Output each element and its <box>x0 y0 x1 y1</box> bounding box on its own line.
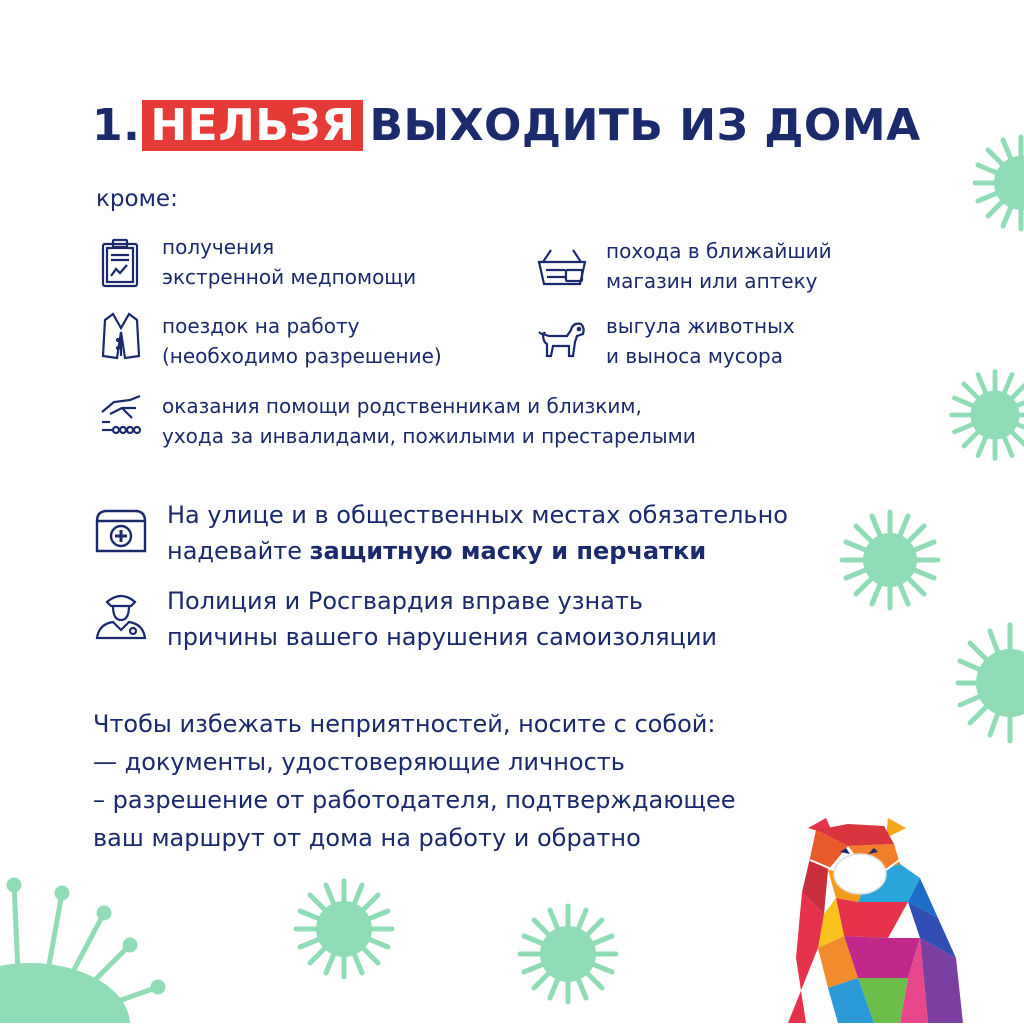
medical-kit-icon <box>93 505 149 555</box>
title-number: 1. <box>92 100 141 151</box>
exception-medical: получения экстренной медпомощи <box>162 235 417 289</box>
dog-icon <box>535 318 587 360</box>
exception-work: поездок на работу (необходимо разрешение) <box>162 314 442 368</box>
virus-icon <box>955 618 1024 748</box>
mask-notice: На улице и в общественных местах обязательно надевайте защитную маску и перчатки <box>167 501 788 565</box>
shopping-basket-icon <box>537 248 587 288</box>
mask-emphasis: защитную маску и перчатки <box>309 537 707 565</box>
police-notice: Полиция и Росгвардия вправе узнать причины вашего нарушения самоизоляции <box>167 587 718 651</box>
bear-mascot-icon <box>788 818 968 1027</box>
title-rest: ВЫХОДИТЬ ИЗ ДОМА <box>369 100 921 151</box>
virus-icon <box>835 505 945 615</box>
police-officer-icon <box>95 588 147 640</box>
virus-large-icon <box>0 875 170 1023</box>
page-title <box>92 96 921 156</box>
exception-help: оказания помощи родственникам и близким, ухода за инвалидами, пожилыми и престарелыми <box>162 394 696 448</box>
virus-icon <box>290 875 398 983</box>
virus-icon <box>945 362 1024 468</box>
title-highlight: НЕЛЬЗЯ <box>142 100 363 151</box>
virus-icon <box>514 900 622 1008</box>
clipboard-chart-icon <box>100 238 140 288</box>
exception-shop: похода в ближайший магазин или аптеку <box>606 239 832 293</box>
documents-note: Чтобы избежать неприятностей, носите с собой: — документы, удостоверяющие личность – разрешение от работодателя, подтверждающее ваш маршрут от дома на работу и обратно <box>93 710 736 852</box>
except-label: кроме: <box>96 186 178 212</box>
virus-icon <box>966 128 1024 238</box>
helping-hand-icon <box>100 392 148 440</box>
work-vest-icon <box>101 312 141 360</box>
exception-dog: выгула животных и выноса мусора <box>606 314 795 368</box>
